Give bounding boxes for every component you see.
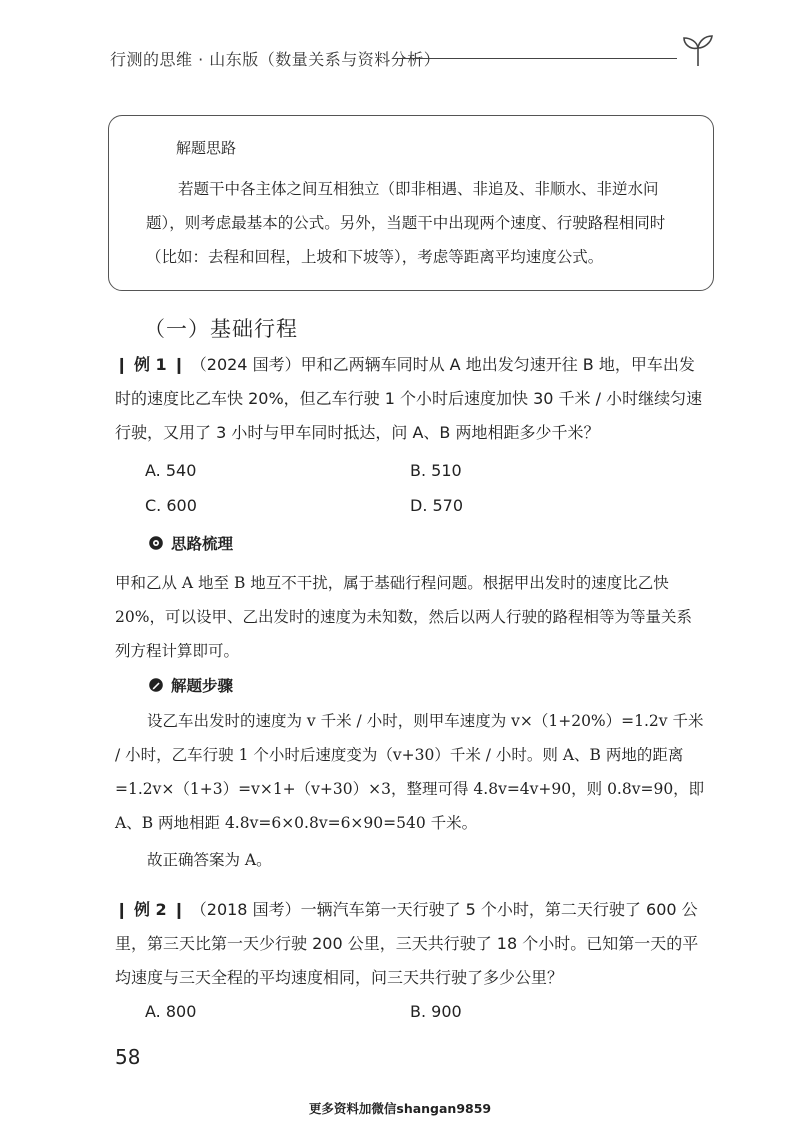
example-1-question [115,348,707,450]
steps-heading [148,674,233,696]
gear-icon [148,535,164,551]
example-1-text: （2024 国考）甲和乙两辆车同时从 A 地出发匀速开往 B 地，甲车出发时的速度比乙车快 20%，但乙车行驶 1 个小时后速度加快 30 千米 / 小时继续匀速行驶，又用了 3 小时与甲车同时抵达，问 A、B 两地相距多少千米？ [115,355,703,442]
example-2-question [115,893,707,995]
answer-text: 故正确答案为 A。 [147,851,272,869]
example-2-text: （2018 国考）一辆汽车第一天行驶了 5 个小时，第二天行驶了 600 公里，第三天比第一天少行驶 200 公里，三天共行驶了 18 个小时。已知第一天的平均速度与三天全程的平均速度相同，问三天共行驶了多少公里？ [115,900,699,987]
running-header: 行测的思维 · 山东版（数量关系与资料分析） [110,50,441,69]
option-c: C. 600 [145,496,197,515]
analysis-heading [148,532,233,554]
analysis-text: 甲和乙从 A 地至 B 地互不干扰，属于基础行程问题。根据甲出发时的速度比乙快 20%，可以设甲、乙出发时的速度为未知数，然后以两人行驶的路程相等为等量关系列方程计算即可。 [115,574,692,660]
page-number: 58 [115,1045,141,1069]
example-2-option-a: A. 800 [145,1002,197,1021]
section-title: （一）基础行程 [144,317,298,341]
option-a: A. 540 [145,461,197,480]
option-b: B. 510 [410,461,462,480]
steps-title: 解题步骤 [171,677,234,695]
header-rule [392,58,677,59]
sprout-icon [680,34,716,68]
example-2-tag: ❙ 例 2 ❙ [115,900,186,919]
steps-text: 设乙车出发时的速度为 v 千米 / 小时，则甲车速度为 v×（1+20%）=1.2v 千米 / 小时，乙车行驶 1 个小时后速度变为（v+30）千米 / 小时。则 A、B 两地的距离 =1.2v×（1+3）=v×1+（v+30）×3，整理可得 4.8v=4v+90，则 0.8v=90，即 A、B 两地相距 4.8v=6×0.8v=6×90=540 千米。 [115,712,705,832]
option-d: D. 570 [410,496,464,515]
example-1-tag: ❙ 例 1 ❙ [115,355,186,374]
tips-box-title: 解题思路 [176,139,237,157]
example-2-option-b: B. 900 [410,1002,462,1021]
analysis-title: 思路梳理 [171,535,234,553]
footer-note: 更多资料加微信shangan9859 [308,1101,492,1116]
tips-box-body: 若题干中各主体之间互相独立（即非相遇、非追及、非顺水、非逆水问题），则考虑最基本的公式。另外，当题干中出现两个速度、行驶路程相同时（比如：去程和回程，上坡和下坡等），考虑等距离平均速度公式。 [146,180,666,266]
pencil-icon [148,677,164,693]
